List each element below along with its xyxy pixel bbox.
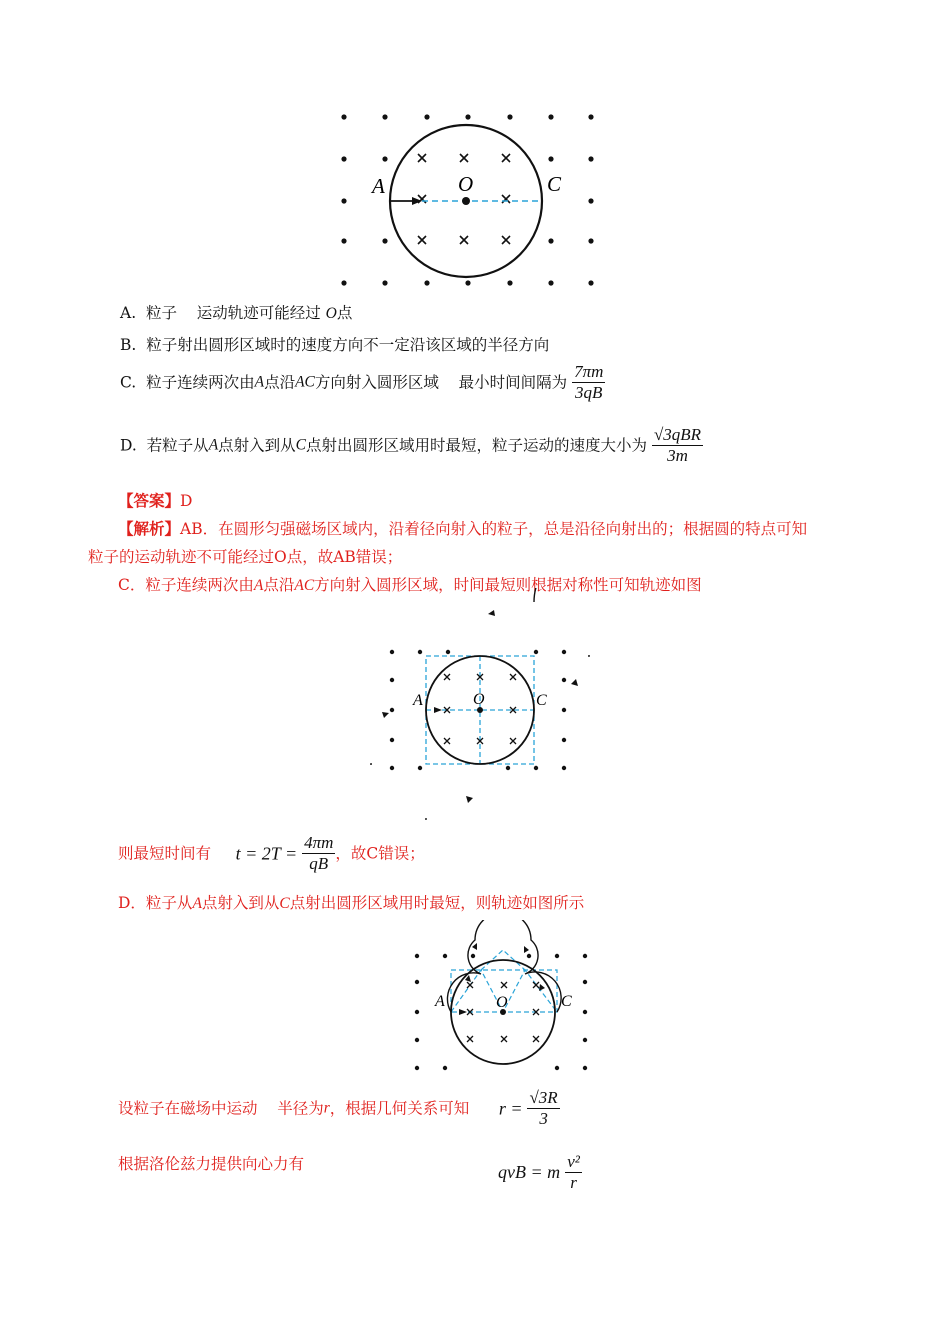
label-o-2: O	[473, 691, 485, 708]
option-d: D. 若粒子从A点射入到从C点射出圆形区域用时最短，粒子运动的速度大小为 $\frac{\text{√3qBR}}{3m}$	[120, 425, 702, 465]
label-o-3: O	[496, 994, 508, 1011]
analysis-c-line: C．粒子连续两次由A点沿AC方向射入圆形区域，时间最短则根据对称性可知轨迹如图	[118, 576, 702, 594]
label-c: C	[547, 172, 562, 196]
analysis-d-line: D．粒子从A点射入到从C点射出圆形区域用时最短，则轨迹如图所示	[118, 894, 585, 912]
label-a-3: A	[435, 993, 445, 1010]
label-c-2: C	[536, 692, 547, 709]
analysis-line-2: 粒子的运动轨迹不可能经过O点，故AB错误；	[88, 548, 403, 566]
fraction-radius: $\frac{√3R}{3}$	[529, 1088, 558, 1128]
fraction-7pim-3qb: $\frac{7\pi m}{3qB}$	[574, 362, 604, 402]
label-o: O	[458, 172, 474, 196]
label-c-3: C	[561, 993, 572, 1010]
figure-shortest-interval-trajectory	[370, 588, 590, 820]
fraction-velocity: $\frac{\text{√3qBR}}{3m}$	[653, 425, 702, 465]
figure-shortest-path-trajectory	[405, 920, 605, 1076]
analysis-lorentz: 根据洛伦兹力提供向心力有	[118, 1155, 305, 1173]
option-a: A. 粒子 运动轨迹可能经过 O点	[120, 304, 353, 322]
figure-magnetic-field-circle	[330, 105, 610, 300]
option-c: C. 粒子连续两次由A点沿AC方向射入圆形区域 最小时间间隔为 $\frac{7\pi m}{3qB}$	[120, 362, 604, 402]
fraction-4pim-qb: $\frac{4\pi m}{qB}$	[304, 833, 334, 873]
analysis-c-time: 则最短时间有 t = 2T = $\frac{4\pi m}{qB}$ ，故C错误；	[118, 833, 425, 873]
fraction-v2-r: $\frac{\text{v²}}{r}$	[567, 1152, 580, 1192]
answer-line: 【答案】D	[118, 491, 193, 510]
option-b: B. 粒子射出圆形区域时的速度方向不一定沿该区域的半径方向	[120, 336, 550, 354]
analysis-radius: 设粒子在磁场中运动 半径为r，根据几何关系可知 r = $\frac{√3R}{3}$	[118, 1088, 558, 1128]
lorentz-formula: qvB = m $\frac{\text{v²}}{r}$	[498, 1152, 580, 1192]
analysis-line-1: 【解析】AB．在圆形匀强磁场区域内，沿着径向射入的粒子，总是沿径向射出的；根据圆的特点可知	[118, 519, 808, 538]
label-a-2: A	[413, 692, 423, 709]
label-a: A	[372, 174, 385, 198]
